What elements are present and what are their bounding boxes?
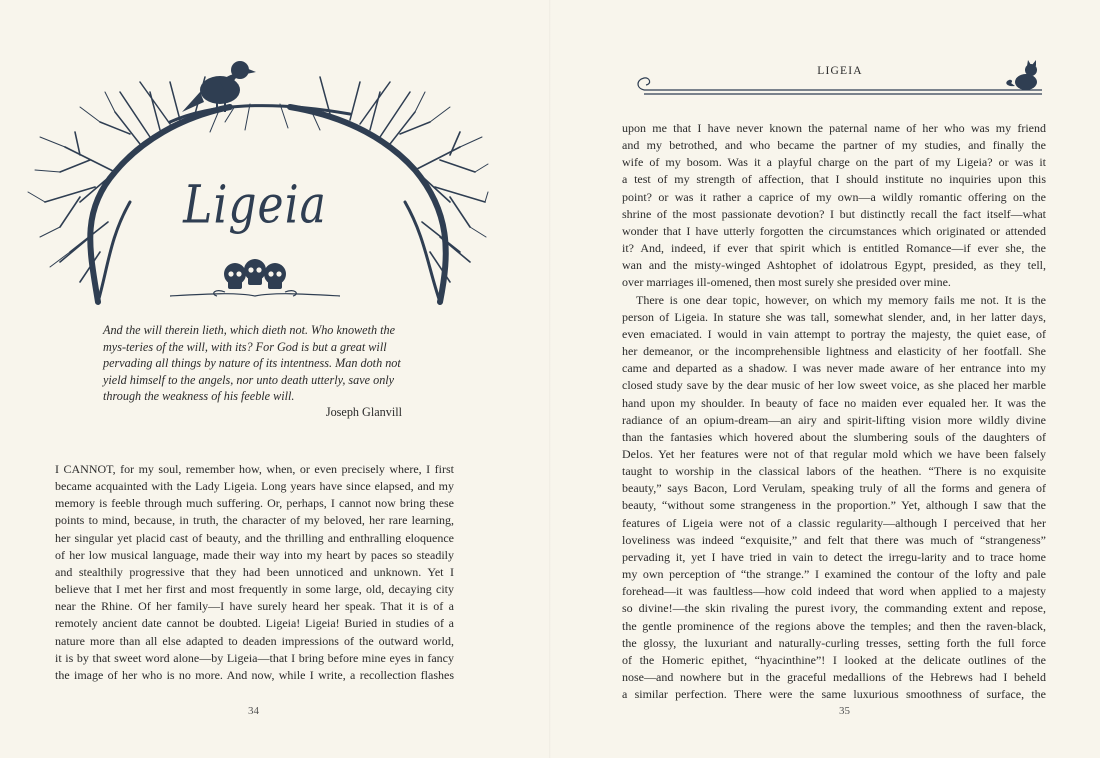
cat-silhouette-icon bbox=[1006, 60, 1037, 90]
text-line: her singular yet placid cast of beauty, and the thrilling and enthralling eloquence bbox=[55, 530, 454, 545]
three-skulls-ornament bbox=[165, 258, 345, 303]
text-line: than the fantasies which hovered about the slumbering souls of the daughters of bbox=[622, 429, 1046, 444]
running-head: LIGEIA bbox=[817, 65, 863, 77]
text-line: shrine of the most passionate devotion? I but distinctly recall the fact itself—what bbox=[622, 206, 1046, 221]
text-line: taught to worship in the classical labors of the heathen. “There is no exquisite bbox=[622, 464, 1046, 479]
text-line: a similar perfection. There were the same luxurious smoothness of surface, the bbox=[622, 687, 1046, 702]
text-line: believe that I met her first and most frequently in some large, old, decaying city bbox=[55, 582, 454, 597]
text-line: point? or was it rather a caprice of my own—a wildly romantic offering on the bbox=[622, 189, 1046, 204]
text-line: I CANNOT, for my soul, remember how, when, or even precisely where, I first bbox=[55, 462, 454, 476]
text-line: the glossy, the luxuriant and naturally-curling tresses, setting forth the full force bbox=[622, 635, 1046, 650]
page-number: 35 bbox=[839, 705, 850, 717]
text-line: the gentle prominence of the regions above the temples; and then the raven-black, bbox=[622, 618, 1046, 633]
text-line: pervading it, yet I have tried in vain to detect the irregu-larity and to trace home bbox=[622, 549, 1046, 564]
right-page bbox=[550, 0, 1100, 758]
chapter-title: Ligeia bbox=[183, 175, 327, 236]
text-line: my own perception of “the strange.” I examined the contour of the lofty and pale bbox=[622, 567, 1046, 582]
text-line: beauty, “without some strangeness in the proportion.” Yet, although I saw that the bbox=[622, 498, 1046, 513]
text-line: and stealthily progressive that they had been unnoticed and unknown. Yet I bbox=[55, 564, 454, 579]
text-line: near the Rhine. Of her family—I have surely heard her speak. That it is of a bbox=[55, 599, 454, 614]
text-line: of the Homeric epithet, “hyacinthine”! I looked at the delicate outlines of the bbox=[622, 652, 1046, 667]
text-line: features of Ligeia were not of a classic regularity—although I perceived that her bbox=[622, 515, 1046, 530]
text-line: nose—and nowhere but in the graceful medallions of the Hebrews had I beheld bbox=[622, 670, 1046, 684]
text-line: and my betrothed, and who became the partner of my studies, and finally the bbox=[622, 138, 1046, 153]
text-line: memory is feeble through much suffering. Or, perhaps, I cannot now bring these bbox=[55, 496, 454, 511]
text-line: Delos. Yet her features were not of that regular mold which we have been falsely bbox=[622, 446, 1046, 461]
text-line: became acquainted with the Lady Ligeia. Long years have since elapsed, and my bbox=[55, 479, 454, 494]
text-line: closed study save by the dear music of her low sweet voice, as she placed her marble bbox=[622, 378, 1046, 393]
text-line: forehead—it was faultless—how cold indeed that word when applied to a majesty bbox=[622, 584, 1046, 599]
text-line: loveliness was indeed “exquisite,” and felt that there was much of “strangeness” bbox=[622, 532, 1046, 547]
body-text-right bbox=[622, 120, 1046, 703]
text-line: wan and the misty-winged Ashtophet of idolatrous Egypt, presided, as they tell, bbox=[622, 258, 1046, 273]
text-line: wonder that I have utterly forgotten the circumstances which originated or attended bbox=[622, 223, 1046, 238]
epigraph-attribution: Joseph Glanvill bbox=[325, 405, 402, 419]
page-number: 34 bbox=[248, 705, 259, 717]
text-line: hand upon my shoulder. In beauty of face no maiden ever equaled her. It was the bbox=[622, 395, 1046, 410]
text-line: upon me that I have never known the paternal name of her who was my friend bbox=[622, 121, 1046, 135]
text-line: person of Ligeia. In stature she was tall, somewhat slender, and, in her latter days, bbox=[622, 309, 1046, 324]
text-line: beauty,” says Bacon, Lord Verulam, speaking truly of all the forms and genera of bbox=[622, 481, 1046, 496]
text-line: There is one dear topic, however, on which my memory fails me not. It is the bbox=[636, 292, 1046, 307]
text-line: a test of my strength of affection, that I should institute no inquiries upon this bbox=[622, 172, 1046, 187]
text-line: of her low musical language, made their way into my heart by paces so steadily bbox=[55, 547, 454, 562]
text-line: even emaciated. I would in vain attempt to portray the majesty, the quiet ease, of bbox=[622, 326, 1046, 341]
text-line: the image of her who is no more. And now, while I write, a recollection flashes bbox=[55, 667, 454, 682]
epigraph-quote: And the will therein lieth, which dieth not. Who knoweth the mys-teries of the will, with its? For God is but a great will pervading all things by nature of its intentness. Man doth not yield himself to the angels, nor unto death utterly, save only through the weakness of his feeble will. bbox=[103, 323, 401, 404]
text-line: it? And, indeed, if ever that spirit which is entitled Romance—if ever she, the bbox=[622, 241, 1046, 256]
text-line: wife of my bosom. Was it a playful charge on the part of my Ligeia? or was it bbox=[622, 155, 1046, 170]
text-line: it is by that sweet word alone—by Ligeia—that I bring before mine eyes in fancy bbox=[55, 650, 454, 665]
text-line: so divine!—the skin rivaling the purest ivory, the commanding extent and repose, bbox=[622, 601, 1046, 616]
text-line: over marriages ill-omened, then most surely she presided over mine. bbox=[622, 275, 951, 290]
text-line: radiance of an opium-dream—an airy and spirit-lifting vision more wildly divine bbox=[622, 412, 1046, 427]
text-line: points to mind, because, in truth, the character of my beloved, her rare learning, bbox=[55, 513, 454, 528]
body-text-left bbox=[55, 461, 454, 684]
text-line: her demeanor, or the incomprehensible lightness and elasticity of her footfall. She bbox=[622, 344, 1046, 359]
text-line: nature more than all else adapted to deaden impressions of the outward world, bbox=[55, 633, 454, 648]
text-line: came and departed as a shadow. I was never made aware of her entrance into my bbox=[622, 361, 1046, 376]
text-line: remotely ancient date cannot be doubted. Ligeia! Ligeia! Buried in studies of a bbox=[55, 616, 454, 631]
